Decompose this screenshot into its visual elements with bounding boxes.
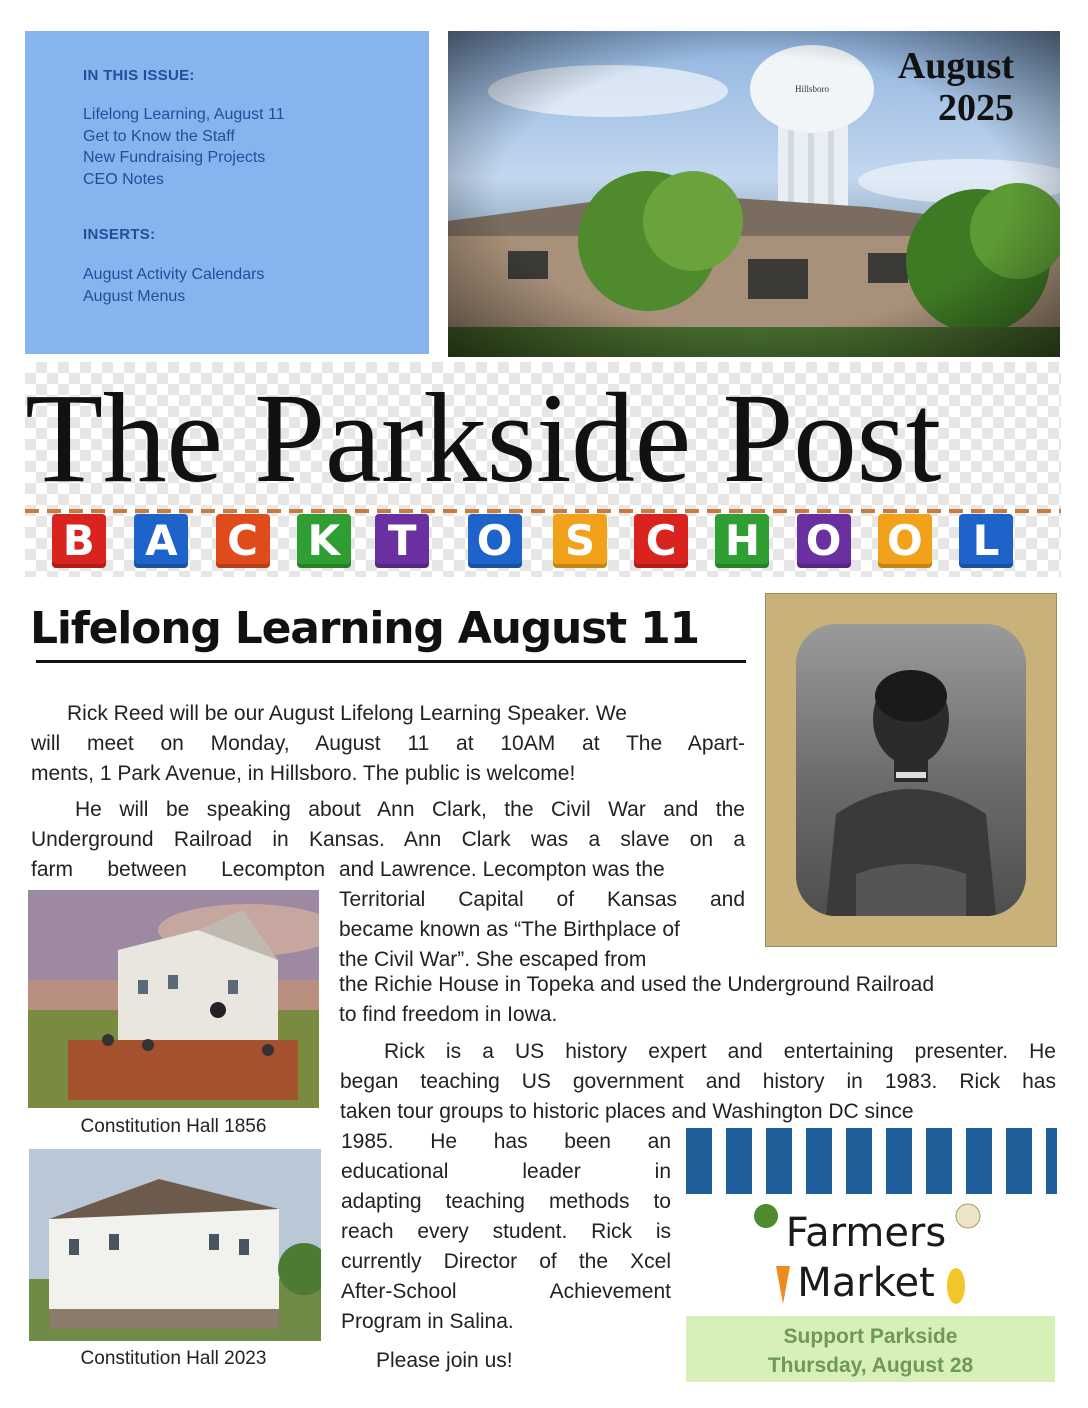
corn-icon <box>947 1268 965 1304</box>
caption-hall-2023: Constitution Hall 2023 <box>80 1348 267 1369</box>
paragraph-line: ments, 1 Park Avenue, in Hillsboro. The public is welcome! <box>31 762 576 785</box>
closing-line: Please join us! <box>376 1349 513 1372</box>
constitution-hall-2023-photo <box>29 1149 321 1341</box>
paragraph-line: educational leader in <box>341 1160 671 1183</box>
market-line-date: Thursday, August 28 <box>767 1354 974 1377</box>
paragraph-line: and Lawrence. Lecompton was the <box>339 858 665 881</box>
market-line-support: Support Parkside <box>783 1325 958 1348</box>
banner-letter-tile: O <box>878 514 932 568</box>
article-paragraph <box>340 1037 1056 1127</box>
insert-item[interactable]: August Activity Calendars <box>83 266 265 283</box>
banner-letter-tile: L <box>959 514 1013 568</box>
banner-letter-tile: O <box>468 514 522 568</box>
paragraph-line: the Richie House in Topeka and used the Underground Railroad <box>339 973 935 996</box>
paragraph-line: Territorial Capital of Kansas and <box>339 888 745 911</box>
banner-letter-tile: B <box>52 514 106 568</box>
paragraph-line: Underground Railroad in Kansas. Ann Clark was a slave on a <box>31 828 745 851</box>
paragraph-line: will meet on Monday, August 11 at 10AM at The Apart- <box>31 732 745 755</box>
broccoli-icon <box>754 1204 778 1228</box>
header-photo <box>448 31 1060 357</box>
farmers-market-logo <box>686 1194 1057 1312</box>
carrot-icon <box>776 1266 790 1304</box>
paragraph-line: became known as “The Birthplace of <box>339 918 680 941</box>
banner-letter-tile: A <box>134 514 188 568</box>
issue-date <box>898 45 1014 129</box>
market-word-market: Market <box>797 1260 935 1306</box>
paragraph-line: After-School Achievement <box>341 1280 671 1303</box>
issue-item[interactable]: Lifelong Learning, August 11 <box>83 106 285 123</box>
ann-clark-portrait <box>765 593 1057 947</box>
in-this-issue-heading: IN THIS ISSUE: <box>83 67 195 84</box>
article-paragraph-wrap <box>339 855 745 975</box>
market-word-farmers: Farmers <box>785 1210 947 1256</box>
article-paragraph-wrap <box>339 970 1055 1030</box>
constitution-hall-1856-painting <box>28 890 319 1108</box>
paragraph-line: adapting teaching methods to <box>341 1190 671 1213</box>
issue-item[interactable]: New Fundraising Projects <box>83 149 266 166</box>
article-paragraph <box>31 699 745 789</box>
masthead <box>25 362 1061 577</box>
paragraph-line: Rick is a US history expert and entertaining presenter. He <box>384 1040 1056 1063</box>
paragraph-line: currently Director of the Xcel <box>341 1250 671 1273</box>
paragraph-line: He will be speaking about Ann Clark, the Civil War and the <box>75 798 745 821</box>
paragraph-line: Rick Reed will be our August Lifelong Learning Speaker. We <box>67 702 627 725</box>
banner-letter-tile: K <box>297 514 351 568</box>
banner-letter-tile: C <box>634 514 688 568</box>
paragraph-line: Program in Salina. <box>341 1310 514 1333</box>
garlic-icon <box>956 1204 980 1228</box>
paragraph-line: the Civil War”. She escaped from <box>339 948 647 971</box>
paragraph-line: 1985. He has been an <box>341 1130 671 1153</box>
article-paragraph-wrap <box>341 1127 671 1337</box>
banner-letter-tile: O <box>797 514 851 568</box>
portrait-figure <box>796 624 1026 916</box>
article-title: Lifelong Learning August 11 <box>30 603 699 654</box>
market-art <box>686 1194 1057 1312</box>
caption-hall-1856: Constitution Hall 1856 <box>80 1116 267 1137</box>
issue-month: August <box>897 45 1014 87</box>
painting-1856 <box>28 890 319 1108</box>
portrait-photo <box>796 624 1026 916</box>
banner-string <box>25 509 1061 513</box>
in-this-issue-box <box>25 31 429 354</box>
market-banner <box>686 1316 1055 1382</box>
issue-contents-list <box>83 104 285 190</box>
paragraph-line: to find freedom in Iowa. <box>339 1003 558 1026</box>
paragraph-line: began teaching US government and history in 1983. Rick has <box>340 1070 1056 1093</box>
banner-letter-tile: H <box>715 514 769 568</box>
newsletter-title: The Parkside Post <box>25 367 941 509</box>
banner-letter-tile: S <box>553 514 607 568</box>
banner-letter-tile: C <box>216 514 270 568</box>
paragraph-line: taken tour groups to historic places and Washington DC since <box>340 1100 914 1123</box>
photo-2023 <box>29 1149 321 1341</box>
paragraph-line: farm between Lecompton <box>31 858 325 881</box>
paragraph-line: reach every student. Rick is <box>341 1220 671 1243</box>
inserts-heading: INSERTS: <box>83 226 156 243</box>
issue-item[interactable]: Get to Know the Staff <box>83 127 235 145</box>
insert-item[interactable]: August Menus <box>83 287 186 305</box>
inserts-list <box>83 264 264 307</box>
issue-item[interactable]: CEO Notes <box>83 170 164 188</box>
issue-year: 2025 <box>938 87 1014 129</box>
banner-letter-tile: T <box>375 514 429 568</box>
market-awning <box>686 1128 1057 1194</box>
title-underline <box>36 660 746 663</box>
